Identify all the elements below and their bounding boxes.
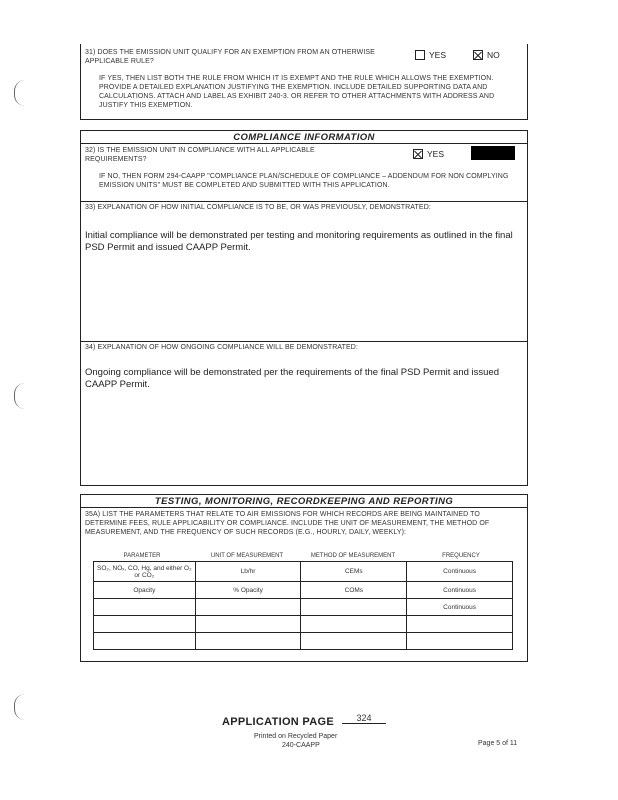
- q31-no-label: NO: [487, 50, 500, 60]
- q34-question: 34) EXPLANATION OF HOW ONGOING COMPLIANCE WILL BE DEMONSTRATED:: [85, 344, 358, 351]
- q32-yes-label: YES: [427, 149, 445, 159]
- q33-question: 33) EXPLANATION OF HOW INITIAL COMPLIANCE IS TO BE, OR WAS PREVIOUSLY, DEMONSTRATED:: [85, 204, 431, 211]
- table-cell: [195, 633, 301, 650]
- table-cell: [94, 633, 196, 650]
- table-cell: [195, 599, 301, 616]
- margin-bracket-middle: [14, 383, 25, 409]
- table-row: [94, 599, 513, 616]
- table-cell: CEMs: [301, 562, 407, 582]
- margin-bracket-bottom: [14, 694, 25, 720]
- table-cell: Lb/hr: [195, 562, 301, 582]
- q31-no-checkbox[interactable]: [473, 50, 483, 60]
- q31-yes-label: YES: [429, 50, 447, 60]
- column-header-frequency: FREQUENCY: [442, 553, 480, 559]
- application-page-label: APPLICATION PAGE: [222, 716, 334, 728]
- table-cell: Continuous: [407, 599, 513, 616]
- compliance-header-rule: [81, 143, 527, 144]
- q34-answer: Ongoing compliance will be demonstrated per the requirements of the final PSD Permit and issued CAAPP Permit.: [85, 367, 499, 390]
- q34-rule: [81, 341, 527, 342]
- table-cell: [94, 616, 196, 633]
- q32-question: 32) IS THE EMISSION UNIT IN COMPLIANCE WITH ALL APPLICABLE REQUIREMENTS?: [85, 147, 315, 163]
- table-cell: [407, 633, 513, 650]
- table-cell: [301, 599, 407, 616]
- table-cell: Opacity: [94, 582, 196, 599]
- column-header-unit: UNIT OF MEASUREMENT: [210, 553, 284, 559]
- q31-instructions: IF YES, THEN LIST BOTH THE RULE FROM WHICH IT IS EXEMPT AND THE RULE WHICH ALLOWS THE EXEMPTION. PROVIDE A DETAILED EXPLANATION JUSTIFYING THE EXEMPTION. INCLUDE DETAILED SUPPORTING DATA AND CALCULATIONS. ATTACH AND LABEL AS EXHIBIT 240-3. OR REFER TO OTHER ATTACHMENTS WITH ADDRESS AND JUSTIFY THIS EXEMPTION.: [99, 75, 495, 109]
- q33-answer: Initial compliance will be demonstrated per testing and monitoring requirements as outlined in the final PSD Permit and issued CAAPP Permit.: [85, 230, 513, 253]
- table-row: [94, 616, 513, 633]
- q33-rule: [81, 201, 527, 202]
- page-of-count: Page 5 of 11: [478, 740, 518, 747]
- application-page-number: 324: [342, 714, 386, 724]
- q32-yes-checkbox[interactable]: [413, 149, 423, 159]
- compliance-header: COMPLIANCE INFORMATION: [233, 132, 375, 143]
- margin-bracket-top: [14, 80, 25, 106]
- q35a-question: 35A) LIST THE PARAMETERS THAT RELATE TO AIR EMISSIONS FOR WHICH RECORDS ARE BEING MAINTAINED TO DETERMINE FEES, RULE APPLICABILITY OR COMPLIANCE. INCLUDE THE UNIT OF MEASUREMENT, THE METHOD OF MEASUREMENT, AND THE FREQUENCY OF SUCH RECORDS (E.G., HOURLY, DAILY, WEEKLY):: [85, 511, 490, 536]
- q31-question: 31) DOES THE EMISSION UNIT QUALIFY FOR AN EXEMPTION FROM AN OTHERWISE APPLICABLE RULE?: [85, 49, 375, 65]
- table-cell: [407, 616, 513, 633]
- table-cell: [94, 599, 196, 616]
- redaction-box: [471, 146, 515, 160]
- q32-instructions: IF NO, THEN FORM 294-CAAPP "COMPLIANCE PLAN/SCHEDULE OF COMPLIANCE – ADDENDUM FOR NON COMPLYING EMISSION UNITS" MUST BE COMPLETED AND SUBMITTED WITH THIS APPLICATION.: [99, 173, 509, 189]
- testing-header: TESTING, MONITORING, RECORDKEEPING AND REPORTING: [154, 496, 454, 507]
- parameters-table: [93, 561, 513, 650]
- table-cell: SO₂, NOₓ, CO, Hg, and either O₂ or CO₂: [94, 562, 196, 582]
- testing-header-rule: [81, 507, 527, 508]
- table-cell: Continuous: [407, 562, 513, 582]
- table-cell: COMs: [301, 582, 407, 599]
- table-cell: [195, 616, 301, 633]
- q31-yes-checkbox[interactable]: [415, 50, 425, 60]
- table-cell: [301, 616, 407, 633]
- table-cell: Continuous: [407, 582, 513, 599]
- table-cell: % Opacity: [195, 582, 301, 599]
- table-row: [94, 582, 513, 599]
- column-header-method: METHOD OF MEASUREMENT: [310, 553, 396, 559]
- printed-on-recycled-paper: Printed on Recycled Paper: [254, 733, 338, 740]
- testing-section: [80, 494, 528, 662]
- form-id: 240-CAAPP: [282, 742, 320, 749]
- compliance-section: [80, 130, 528, 486]
- column-header-parameter: PARAMETER: [123, 553, 161, 559]
- table-row: [94, 633, 513, 650]
- table-cell: [301, 633, 407, 650]
- q31-section: [80, 44, 528, 120]
- table-row: [94, 562, 513, 582]
